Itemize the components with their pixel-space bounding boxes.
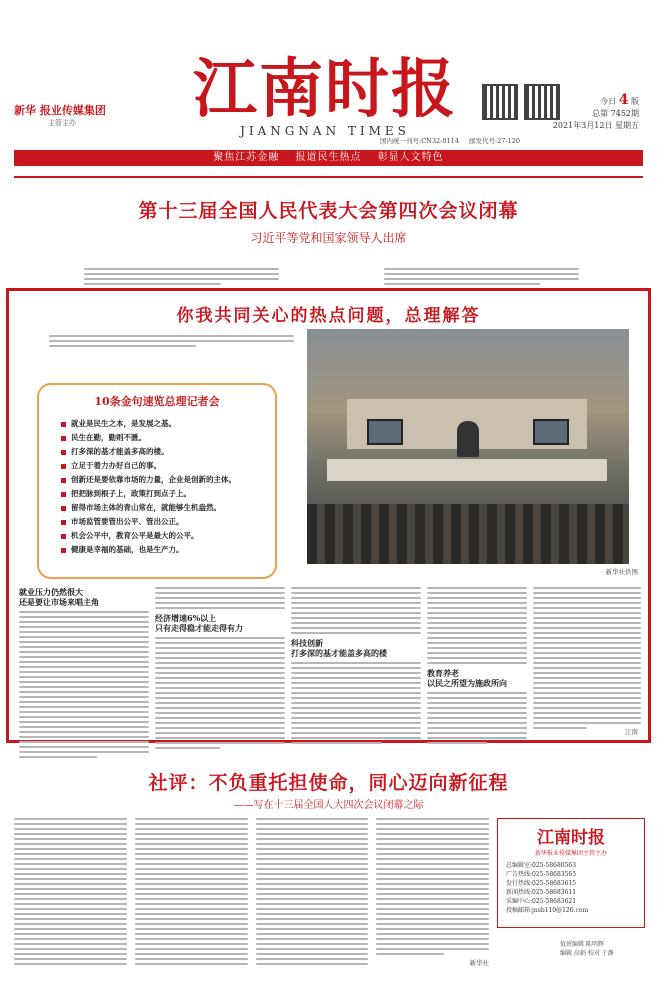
feature-headline[interactable]: 你我共同关心的热点问题，总理解答 [176,306,481,326]
cn-number: 国内统一刊号:CN32-0114 [380,137,459,145]
editors: 编辑 高娟 校对 于静 [560,950,614,957]
publisher-logo [14,102,114,134]
contact-line: 采编中心:025-58683621 [506,898,577,905]
quotes-box [37,383,277,579]
editorial-column [135,818,248,968]
quote-item: 立足于着力办好自己的事。 [61,459,275,473]
feature-intro [49,335,294,350]
issue-today: 今日 [600,97,617,106]
quote-item: 把把脉到根子上，政策打到点子上。 [61,487,275,501]
contact-line: 广告热线:025-58683565 [506,871,577,878]
publisher-name: 报业传媒集团 [39,104,106,117]
lead-subhead: 习近平等党和国家领导人出席 [250,231,407,245]
postal-code: 邮发代号:27-120 [468,137,521,145]
contact-box-title: 江南时报 [537,828,605,848]
issue-unit: 版 [631,97,639,106]
contact-line: 投稿邮箱:jnsb110@126.com [506,907,589,914]
publisher-brand: 新华 [14,104,36,117]
contact-box [497,818,645,928]
issue-total: 总第 7452期 [592,109,639,118]
quote-item: 创新还是要依靠市场的力量，企业是创新的主体。 [61,473,275,487]
slogan-item: 报道民生热点 [295,152,362,163]
subhead-employment: 就业压力仍然很大 还是要让市场来唱主角 [19,587,99,607]
publisher-role: 主管主办 [48,119,76,127]
issue-info [553,94,639,132]
feature-column [19,587,149,761]
newspaper-subtitle: JIANGNAN TIMES [240,124,410,138]
slogan-item: 聚焦江苏金融 [213,152,280,163]
contact-box-subtitle: 新华报业传媒集团主管主办 [534,850,607,857]
lead-article [14,176,643,281]
subhead-tech: 科技创新 打多深的基才能盖多高的楼 [291,638,387,658]
editorial-column [376,818,489,968]
registration-info [380,136,520,145]
issue-pages: 4 [618,92,629,108]
quote-item: 打多深的基才能盖多高的楼。 [61,445,275,459]
editorial-column [14,818,127,968]
page-footer [560,940,614,958]
editorial-body [14,818,489,968]
editorial-subhead: ——写在十三届全国人大四次会议闭幕之际 [233,800,424,811]
editorial-column [256,818,369,968]
slogan-banner [14,150,643,166]
press-conference-photo[interactable] [307,329,629,564]
masthead [185,52,465,142]
newspaper-title: 江南时报 [193,52,457,127]
quote-item: 民生在勤，勤则不匮。 [61,431,275,445]
quote-item: 机会公平中，教育公平是最大的公平。 [61,529,275,543]
quote-item: 留得市场主体的青山常在，就能够生机盎然。 [61,501,275,515]
quote-item: 市场监管要管出公平、管出公正。 [61,515,275,529]
quote-item: 健康是幸福的基础，也是生产力。 [61,543,275,557]
issue-date: 2021年3月12日 星期五 [552,121,639,130]
contact-line: 新闻热线:025-58683611 [506,889,577,896]
subhead-education: 教育养老 以民之所望为施政所向 [427,668,507,688]
quotes-box-title: 10条金句速览总理记者会 [94,395,220,408]
feature-column [427,587,527,747]
feature-column [155,587,285,752]
feature-column [291,587,421,747]
quotes-list [61,417,275,557]
slogan-item: 彰显人文特色 [377,152,444,163]
lead-headline[interactable]: 第十三届全国人民代表大会第四次会议闭幕 [138,200,519,222]
feature-section [6,288,651,743]
quote-item: 就业是民生之本，是发展之基。 [61,417,275,431]
editorial-headline[interactable]: 社评：不负重托担使命，同心迈向新征程 [148,772,509,794]
lead-body-text [84,268,279,288]
feature-byline: 江南 [625,728,638,736]
feature-column [533,587,641,732]
contact-line: 发行热线:025-58683615 [506,880,577,887]
qr-code-icon[interactable] [482,84,518,120]
photo-credit: 新华社供图 [605,568,638,576]
editorial-byline: 新华社 [469,959,489,967]
lead-body-text [384,268,579,288]
subhead-growth: 经济增速6%以上 只有走得稳才能走得有力 [155,613,243,633]
duty-editor: 值班编辑 陈明辉 [560,941,604,948]
contact-line: 总编辑室:025-58680563 [506,862,577,869]
